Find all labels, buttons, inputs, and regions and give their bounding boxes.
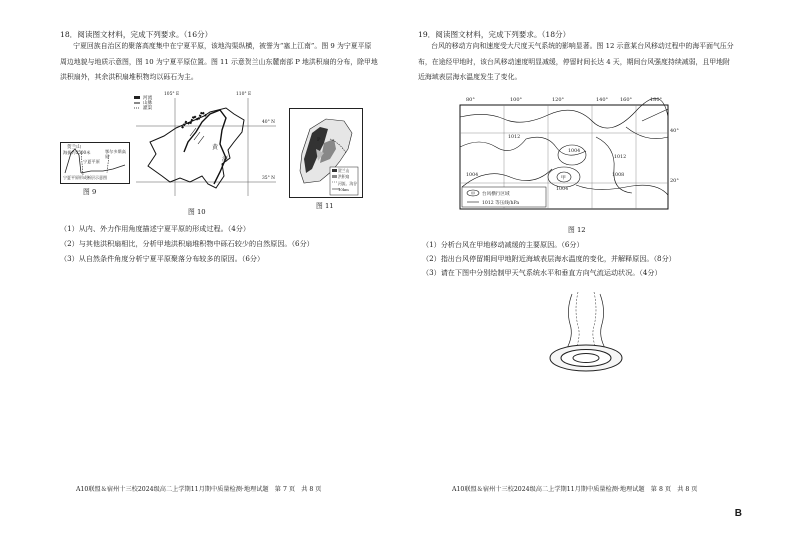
fig10-lon-right: 110° E bbox=[236, 92, 252, 97]
fig10-river-label-1: 黄 bbox=[212, 144, 219, 151]
figure-10 bbox=[130, 92, 280, 202]
figure-11 bbox=[289, 108, 363, 198]
fig12-lon-180: 180° bbox=[650, 97, 663, 103]
fig10-lat-bottom: 35° N bbox=[262, 176, 276, 181]
ningxia-map bbox=[130, 92, 280, 202]
right-page bbox=[400, 0, 800, 544]
q19-question-2: （2）指出台风停留期间甲地附近海域表层海水温度的变化，并解释原因。（8分） bbox=[422, 254, 676, 263]
q19-question-3: （3）请在下图中分别绘制甲天气系统水平和垂直方向气流运动状况。（4分） bbox=[422, 268, 662, 277]
fig12-legend-marker: 甲 bbox=[471, 191, 475, 196]
fig12-legend-isobar: 1012 等压线/hPa bbox=[482, 201, 520, 206]
fig9-label-fault: 宁夏平原形成断层示意图 bbox=[63, 175, 107, 180]
q19-question-1: （1）分析台风在甲地移动减缓的主要原因。（6分） bbox=[422, 240, 584, 249]
q18-question-1: （1）从内、外力作用角度描述宁夏平原的形成过程。（4分） bbox=[60, 224, 250, 233]
fig9-label-plain: 宁夏平原 bbox=[83, 159, 100, 164]
q19-material: 台风的移动方向和速度受大尺度天气系统的影响显著。图 12 示意某台风移动过程中的海平面气压分布，在途经甲地时，该台风移动速度明显减缓，停留时间长达 4 天，期间台风强度持续减弱，且甲地附近海域表层海水温度发生了变化。 bbox=[418, 42, 734, 81]
fig12-point-jia: 甲 bbox=[561, 176, 566, 181]
drawing-template bbox=[536, 290, 636, 386]
fig12-isobar-1012a: 1012 bbox=[508, 135, 521, 140]
fig12-lon-80: 80° bbox=[466, 97, 475, 103]
fig10-river-label-2: 河 bbox=[222, 156, 229, 163]
fig9-label-mountain: 贺兰山 bbox=[67, 145, 81, 150]
fig10-legend-mountain: 山脉 bbox=[143, 101, 153, 106]
fig11-caption: 图 11 bbox=[316, 202, 334, 210]
fig10-legend bbox=[143, 96, 152, 111]
fig11-legend-mountain: 贺兰山 bbox=[338, 168, 350, 173]
figure-12 bbox=[456, 97, 694, 215]
fig12-caption: 图 12 bbox=[568, 226, 586, 234]
fig12-lon-160: 160° bbox=[620, 97, 633, 103]
fig10-legend-river: 河流 bbox=[143, 96, 153, 101]
fig9-caption: 图 9 bbox=[83, 188, 97, 196]
left-footer: A10联盟＆宿州十三校2024级高二上学期11月期中质量检测·地理试题 第 7 页 共 8 页 bbox=[76, 486, 322, 493]
fig11-legend-fan: 洪积扇 bbox=[338, 174, 350, 180]
q18-question-3: （3）从自然条件角度分析宁夏平原聚落分布较多的原因。（6分） bbox=[60, 254, 265, 263]
fig12-isobar-1004b: 1004 bbox=[556, 187, 569, 192]
fig12-lon-100: 100° bbox=[510, 97, 523, 103]
q19-title: 19．阅读图文材料，完成下列要求。（18分） bbox=[418, 30, 571, 39]
cyclone-vertical-diagram bbox=[536, 290, 636, 386]
fig10-caption: 图 10 bbox=[188, 208, 206, 216]
paper-type-mark: B bbox=[734, 508, 742, 519]
figure-9 bbox=[60, 142, 130, 184]
fig12-isobar-1004a: 1004 bbox=[568, 149, 581, 154]
fig11-legend-river: 河流、沟谷 bbox=[338, 180, 357, 186]
fig12-lat-20: 20° bbox=[670, 178, 679, 184]
fig11-legend-scale: 10km bbox=[338, 186, 349, 192]
fig9-label-altitude: 海拔约3500米 bbox=[63, 150, 91, 155]
fig10-lat-top: 40° N bbox=[262, 120, 276, 125]
q18-title: 18．阅读图文材料，完成下列要求。（16分） bbox=[60, 30, 213, 39]
fig12-isobar-1008: 1008 bbox=[612, 173, 625, 178]
fig12-legend-typhoon: 台风横行区域 bbox=[482, 192, 510, 197]
fig12-lat-40: 40° bbox=[670, 128, 679, 134]
fig12-isobar-1012b: 1012 bbox=[614, 155, 627, 160]
fig10-lon-left: 105° E bbox=[164, 92, 180, 97]
fig10-legend-canal: 灌渠 bbox=[143, 106, 153, 111]
q18-question-2: （2）与其他洪积扇相比，分析甲地洪积扇堆积物中砾石较少的自然原因。（6分） bbox=[60, 239, 314, 248]
fig12-lon-120: 120° bbox=[552, 97, 565, 103]
pressure-map bbox=[456, 97, 694, 215]
q18-material: 宁夏回族自治区的聚落高度集中在宁夏平原，该地沟渠纵横，被誉为“塞上江南”。图 9 为宁夏平原周边地貌与地质示意图，图 10 为宁夏平原位置。图 11 示意贺兰山东麓南部 P 地洪积扇的分布，除甲地洪积扇外，其余洪积扇堆积物均以砾石为主。 bbox=[60, 42, 378, 81]
fig11-legend bbox=[338, 168, 357, 193]
fig9-label-plateau: 鄂尔多斯高原 bbox=[105, 149, 126, 159]
fig11-label-p: P bbox=[317, 137, 321, 143]
right-footer: A10联盟＆宿州十三校2024级高二上学期11月期中质量检测·地理试题 第 8 页 共 8 页 bbox=[452, 486, 698, 493]
fig12-isobar-1004c: 1004 bbox=[466, 173, 479, 178]
fig12-lon-140: 140° bbox=[596, 97, 609, 103]
